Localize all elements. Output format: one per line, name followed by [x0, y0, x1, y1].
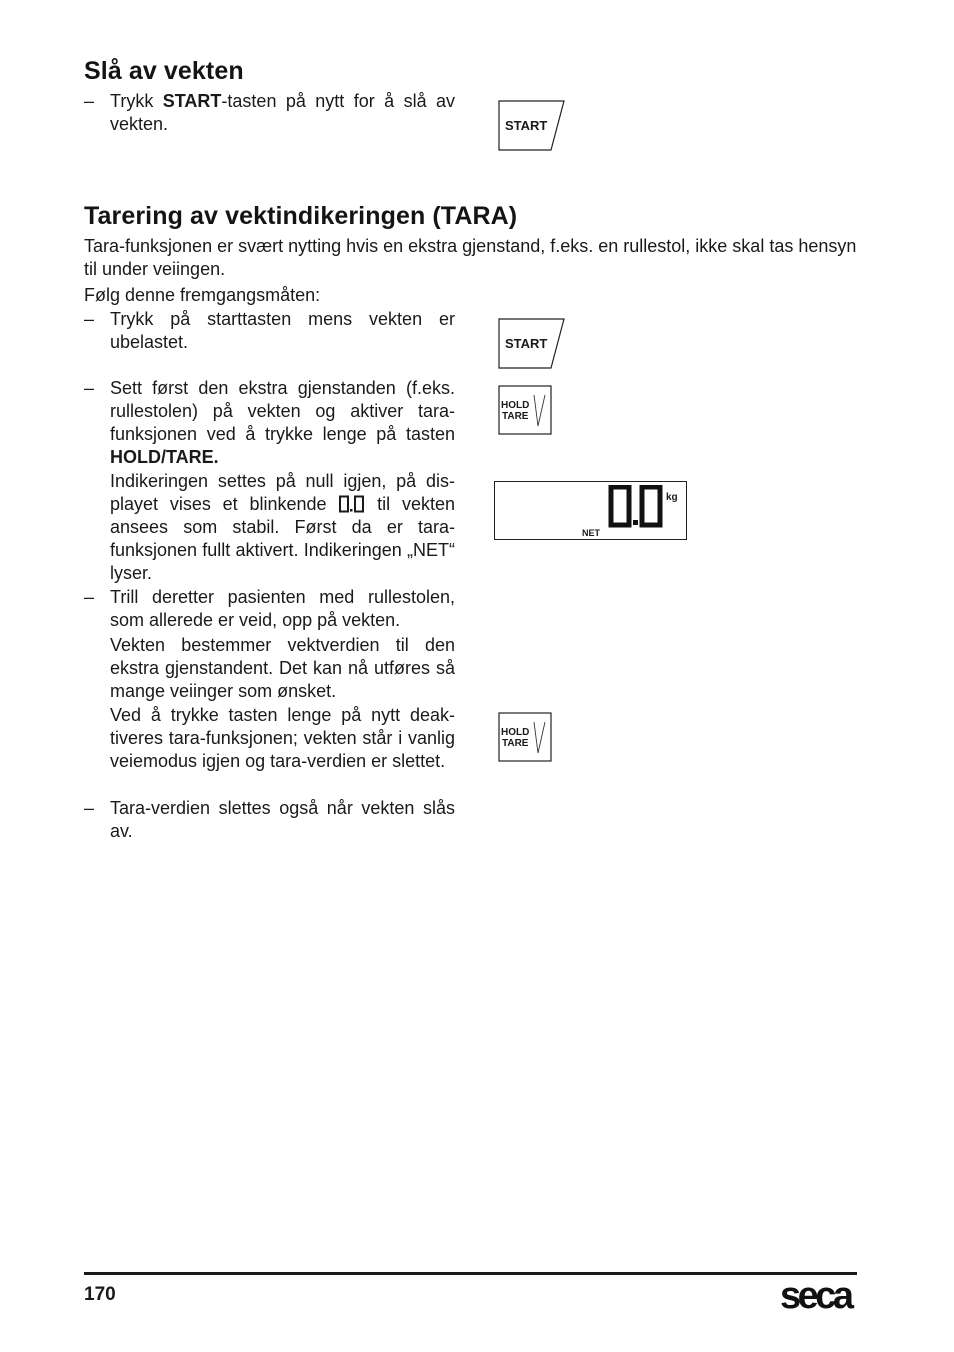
- step-text: Trykk på starttasten mens vekten er ubelastet.: [110, 309, 455, 352]
- tare-intro: Tara-funksjonen er svært nytting hvis en ekstra gjenstand, f.eks. en rullestol, ikke skal tas hensyn til under veiingen.: [84, 236, 857, 279]
- hold-key-label: HOLD: [501, 400, 530, 411]
- hold-tare-key-name: HOLD/TARE.: [110, 447, 219, 467]
- deactivate-note: Ved å trykke tasten lenge på nytt deak-tiveres tara-funksjonen; vekten står i vanlig veiemodus igjen og tara-verdien er slettet.: [110, 705, 455, 771]
- seca-logo: [780, 1276, 860, 1312]
- step-tare-cleared: [84, 797, 455, 843]
- display-unit: kg: [666, 492, 678, 503]
- list-dash: –: [84, 378, 95, 398]
- list-dash: –: [84, 587, 95, 607]
- step-text: Trill deretter pasienten med rullestolen, som allerede er veid, opp på vekten.: [110, 587, 455, 630]
- list-dash: –: [84, 309, 95, 329]
- start-key-label: START: [505, 118, 548, 133]
- page-number: 170: [84, 1284, 116, 1305]
- procedure-intro: Følg denne fremgangsmåten:: [84, 285, 321, 305]
- tare-key-label: TARE: [502, 411, 529, 422]
- start-key-icon: [498, 318, 566, 369]
- hold-tare-key-icon: [498, 385, 554, 436]
- footer-rule: [84, 1272, 857, 1275]
- hold-key-label: HOLD: [501, 727, 530, 738]
- start-key-label: START: [505, 336, 548, 351]
- start-key-name: START: [162, 91, 222, 111]
- heading-switch-off: Slå av vekten: [84, 57, 244, 85]
- step-press-start: [84, 308, 455, 354]
- display-digits: [608, 485, 664, 529]
- step-text: Sett først den ekstra gjenstanden (f.eks. rullestolen) på vekten og aktiver tara-funksjonen ved å trykke lenge på tasten HOLD/TARE.: [110, 378, 455, 467]
- net-indicator: NET: [582, 528, 600, 538]
- weighing-note: Vekten bestemmer vektverdien til den ekstra gjenstandent. Det kan nå utføres så mange veiinger som ønsket.: [110, 635, 455, 701]
- heading-tare: Tarering av vektindikeringen (TARA): [84, 202, 518, 230]
- list-dash: –: [84, 798, 95, 818]
- hold-tare-key-icon: [498, 712, 554, 763]
- step-text: Tara-verdien slettes også når vekten slås av.: [110, 798, 455, 841]
- step-text: Trykk START-tasten på nytt for å slå av vekten.: [110, 91, 456, 134]
- zeroing-note: Indikeringen settes på null igjen, på dis-playet vises et blinkende til vekten ansees som stabil. Først da er tara-funksjonen fullt aktivert. Indikeringen „NET“ lyser.: [110, 471, 455, 583]
- tare-key-label: TARE: [502, 738, 529, 749]
- step-activate-tare: [84, 377, 455, 469]
- scale-display: [494, 481, 687, 540]
- list-dash: –: [84, 91, 95, 111]
- seca-wordmark: seca: [780, 1276, 851, 1312]
- start-key-icon: [498, 100, 566, 151]
- blinking-zero-icon: [338, 495, 365, 513]
- step-roll-patient: [84, 586, 455, 632]
- step-switch-off: [84, 90, 455, 136]
